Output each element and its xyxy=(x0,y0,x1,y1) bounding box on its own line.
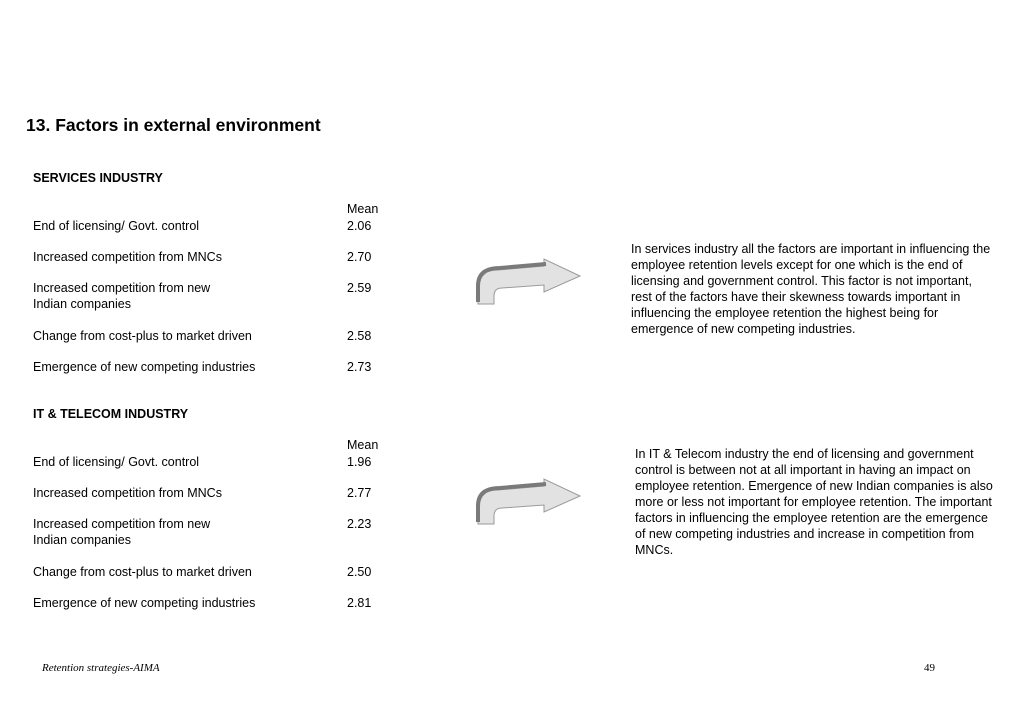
factor-label: Emergence of new competing industries xyxy=(33,360,256,374)
factor-label: Increased competition from new Indian companies xyxy=(33,517,211,547)
factor-mean: 1.96 xyxy=(347,455,372,469)
mean-column-header: Mean xyxy=(347,202,379,216)
footer-title: Retention strategies-AIMA xyxy=(42,662,160,674)
factor-mean: 2.23 xyxy=(347,517,372,531)
factor-mean: 2.70 xyxy=(347,250,372,264)
factor-label: Increased competition from MNCs xyxy=(33,250,222,264)
curved-arrow-right-icon xyxy=(468,256,584,306)
factor-mean: 2.06 xyxy=(347,219,372,233)
page-number: 49 xyxy=(924,662,935,674)
it-telecom-description: In IT & Telecom industry the end of licensing and government control is between not at all important in having an impact on employee retention. Emergence of new Indian companies is also more or less not important for employee retention. The important factors in influencing the employee retention are the emergence of new competing industries and increase in competition from MNCs. xyxy=(635,447,993,557)
factor-mean: 2.73 xyxy=(347,360,372,374)
factor-label: Increased competition from new Indian companies xyxy=(33,281,211,311)
factor-label: End of licensing/ Govt. control xyxy=(33,455,200,469)
section-heading-it-telecom: IT & TELECOM INDUSTRY xyxy=(33,407,189,421)
curved-arrow-right-icon xyxy=(468,476,584,526)
services-description: In services industry all the factors are important in influencing the employee retention levels except for one which is the end of licensing and government control. This factor is not important, rest of the factors have their skewness towards important in influencing the employee retention the highest being for emergence of new competing industries. xyxy=(631,242,991,336)
factor-mean: 2.77 xyxy=(347,486,372,500)
factor-mean: 2.58 xyxy=(347,329,372,343)
factor-mean: 2.50 xyxy=(347,565,372,579)
factor-label: End of licensing/ Govt. control xyxy=(33,219,200,233)
factor-label: Change from cost-plus to market driven xyxy=(33,329,252,343)
factor-label: Change from cost-plus to market driven xyxy=(33,565,252,579)
factor-mean: 2.81 xyxy=(347,596,372,610)
factor-label: Increased competition from MNCs xyxy=(33,486,222,500)
factor-mean: 2.59 xyxy=(347,281,372,295)
factor-label: Emergence of new competing industries xyxy=(33,596,256,610)
section-heading-services: SERVICES INDUSTRY xyxy=(33,171,163,185)
page-title: 13. Factors in external environment xyxy=(26,115,321,135)
mean-column-header: Mean xyxy=(347,438,379,452)
